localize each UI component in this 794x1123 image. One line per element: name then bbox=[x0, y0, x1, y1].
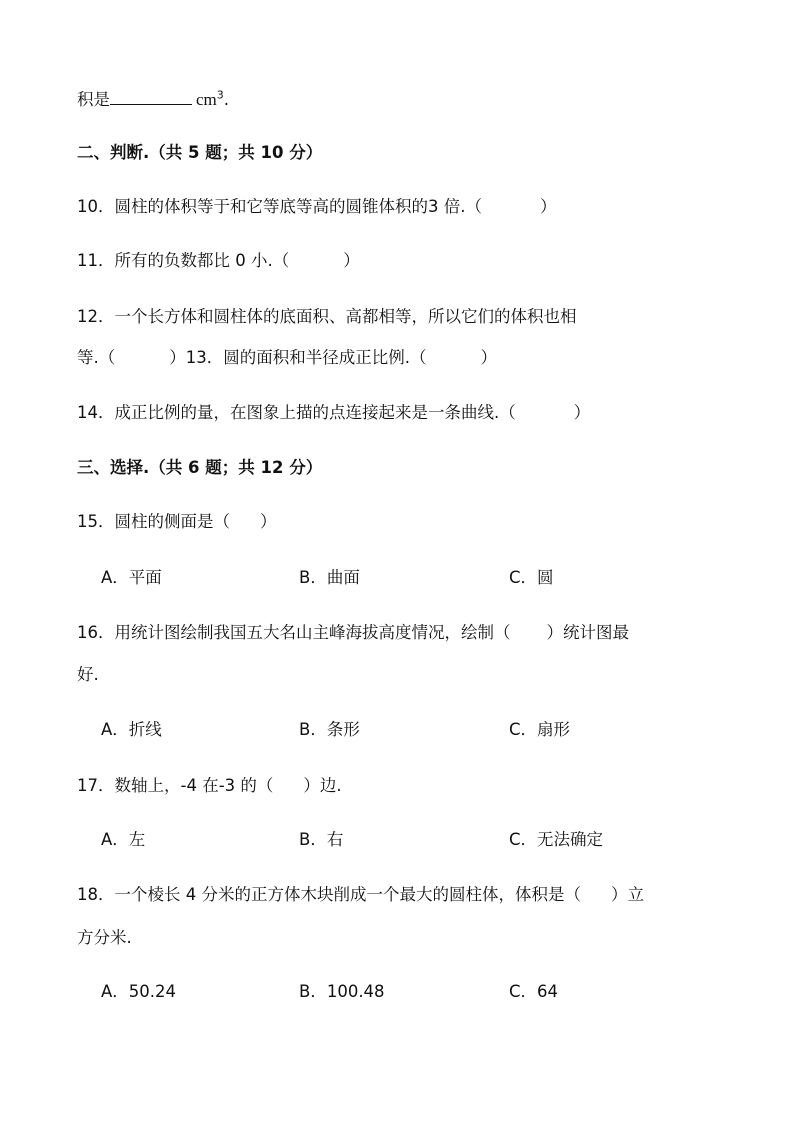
q9-suffix: . bbox=[223, 90, 230, 109]
q18-option-b[interactable]: B．100.48 bbox=[299, 982, 385, 1001]
q17-option-c[interactable]: C．无法确定 bbox=[509, 830, 604, 849]
q9-answer-blank[interactable] bbox=[110, 86, 192, 105]
q14-close-paren: ） bbox=[573, 403, 591, 422]
q15-text: 15．圆柱的侧面是（ bbox=[77, 512, 230, 531]
q12-close-paren: ） bbox=[169, 348, 186, 367]
q18-text-rest: ）立 bbox=[610, 885, 644, 904]
q12-q13-line bbox=[77, 346, 497, 370]
q16-text-rest: ）统计图最 bbox=[546, 623, 629, 642]
q17-close-paren: ）边. bbox=[303, 776, 342, 795]
q17-option-a[interactable]: A．左 bbox=[101, 830, 146, 849]
q9-prefix: 积是 bbox=[77, 90, 110, 109]
q16-line-2: 好. bbox=[77, 665, 99, 684]
q18-option-a[interactable]: A．50.24 bbox=[101, 982, 177, 1001]
q14-text: 14．成正比例的量，在图象上描的点连接起来是一条曲线.（ bbox=[77, 403, 516, 422]
q18-line-2: 方分米. bbox=[77, 928, 132, 947]
q15-line bbox=[77, 510, 277, 534]
q17-option-b[interactable]: B．右 bbox=[299, 830, 344, 849]
q18-line-1 bbox=[77, 883, 644, 907]
q14-line bbox=[77, 401, 590, 425]
q17-text: 17．数轴上，-4 在-3 的（ bbox=[77, 776, 274, 795]
q12-line2-start: 等.（ bbox=[77, 348, 116, 367]
q9-unit: cm bbox=[196, 90, 217, 109]
q15-option-b[interactable]: B．曲面 bbox=[299, 568, 360, 587]
q16-text: 16．用统计图绘制我国五大名山主峰海拔高度情况，绘制（ bbox=[77, 623, 511, 642]
q16-option-a[interactable]: A．折线 bbox=[101, 720, 162, 739]
q17-line bbox=[77, 774, 342, 798]
q9-unit-exponent: 3 bbox=[216, 88, 224, 102]
q15-option-a[interactable]: A．平面 bbox=[101, 568, 162, 587]
q10-text: 10．圆柱的体积等于和它等底等高的圆锥体积的3 倍.（ bbox=[77, 197, 482, 216]
q9-answer-line bbox=[77, 86, 229, 112]
section3-heading: 三、选择.（共 6 题；共 12 分） bbox=[77, 458, 323, 477]
q15-option-c[interactable]: C．圆 bbox=[509, 568, 554, 587]
q16-line-1 bbox=[77, 621, 629, 645]
q18-text: 18．一个棱长 4 分米的正方体木块削成一个最大的圆柱体，体积是（ bbox=[77, 885, 581, 904]
q11-line bbox=[77, 249, 360, 273]
q13-text: 13．圆的面积和半径成正比例.（ bbox=[185, 348, 427, 367]
q15-close-paren: ） bbox=[260, 512, 277, 531]
q10-line bbox=[77, 195, 556, 219]
q13-close-paren: ） bbox=[480, 348, 497, 367]
q18-option-c[interactable]: C．64 bbox=[509, 982, 559, 1001]
q12-line-1: 12．一个长方体和圆柱体的底面积、高都相等，所以它们的体积也相 bbox=[77, 307, 577, 326]
section2-heading: 二、判断.（共 5 题；共 10 分） bbox=[77, 143, 323, 162]
q11-text: 11．所有的负数都比 0 小.（ bbox=[77, 251, 290, 270]
q11-close-paren: ） bbox=[343, 251, 360, 270]
q16-option-b[interactable]: B．条形 bbox=[299, 720, 360, 739]
q16-option-c[interactable]: C．扇形 bbox=[509, 720, 571, 739]
q10-close-paren: ） bbox=[539, 197, 557, 216]
